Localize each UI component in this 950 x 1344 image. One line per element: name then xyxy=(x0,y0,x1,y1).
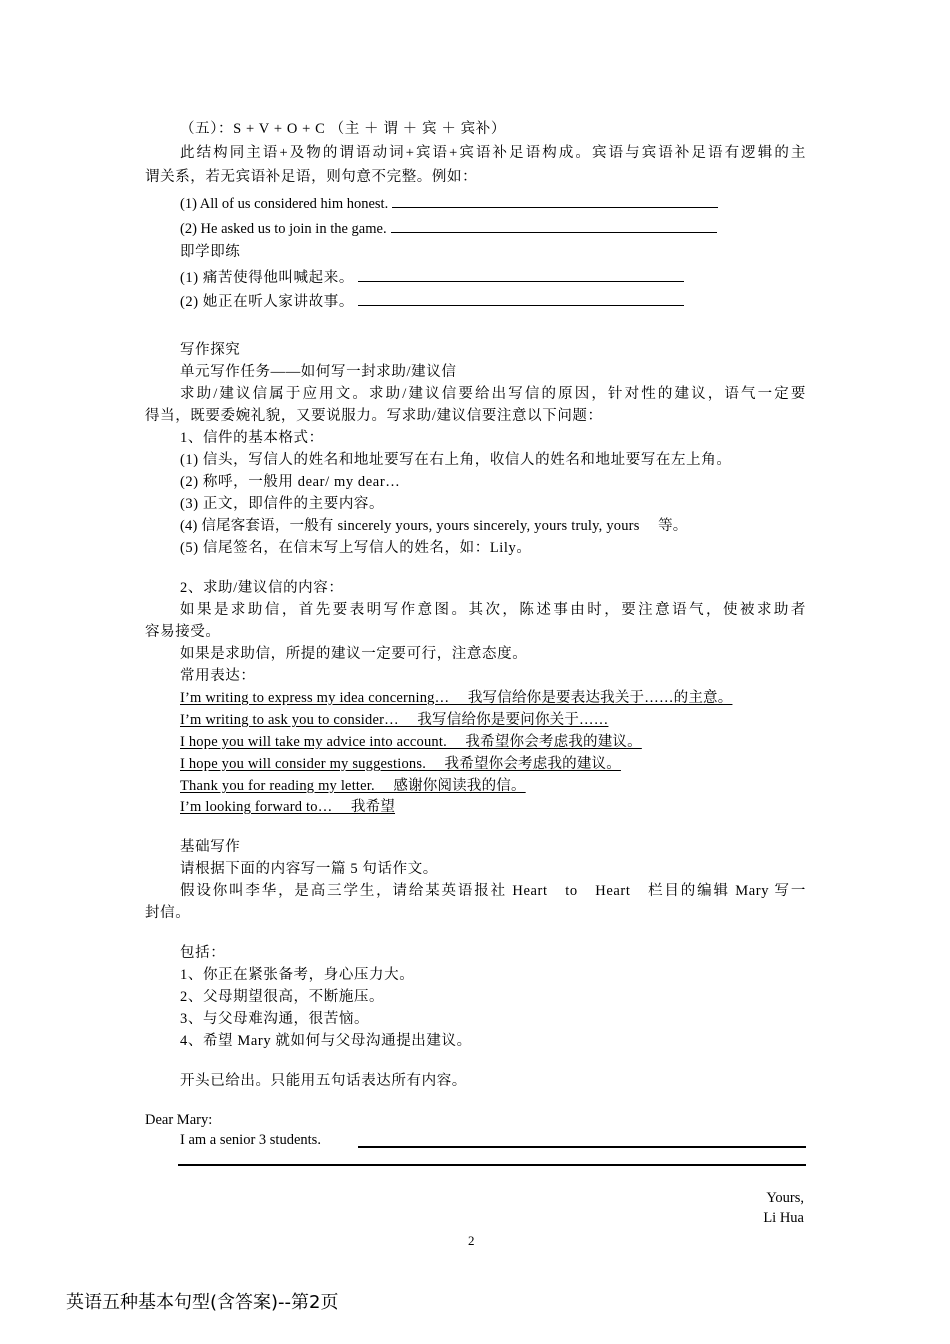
letter-signature: Li Hua xyxy=(763,1210,804,1226)
page-number: 2 xyxy=(468,1233,475,1248)
subheading: 常用表达： xyxy=(180,668,256,684)
subheading: 即学即练 xyxy=(180,244,241,260)
answer-blank[interactable] xyxy=(358,291,684,306)
paragraph-line: 封信。 xyxy=(145,905,191,921)
list-item: (5) 信尾签名，在信末写上写信人的姓名，如：Lily。 xyxy=(180,540,532,556)
subheading: 包括： xyxy=(180,945,226,961)
list-item: 3、与父母难沟通，很苦恼。 xyxy=(180,1011,370,1027)
practice-item xyxy=(180,291,684,312)
expression-line: I hope you will consider my suggestions. 我希望你会考虑我的建议。 xyxy=(180,756,621,772)
list-item: (2) 称呼，一般用 dear/ my dear… xyxy=(180,474,401,490)
practice-text: (1) 痛苦使得他叫喊起来。 xyxy=(180,270,354,286)
list-item: 4、希望 Mary 就如何与父母沟通提出建议。 xyxy=(180,1033,472,1049)
letter-salutation: Dear Mary: xyxy=(145,1112,213,1128)
paragraph-line: 容易接受。 xyxy=(145,624,221,640)
paragraph-line: 求助/建议信属于应用文。求助/建议信要给出写信的原因，针对性的建议，语气一定要 xyxy=(180,386,806,402)
list-item: (3) 正文，即信件的主要内容。 xyxy=(180,496,385,512)
task-title: 单元写作任务——如何写一封求助/建议信 xyxy=(180,364,457,380)
example-text: (1) All of us considered him honest. xyxy=(180,196,389,212)
answer-blank[interactable] xyxy=(358,267,684,282)
list-item: 2、父母期望很高，不断施压。 xyxy=(180,989,385,1005)
subheading: 2、求助/建议信的内容： xyxy=(180,580,344,596)
practice-text: (2) 她正在听人家讲故事。 xyxy=(180,294,354,310)
section-title: （五）：S + V + O + C （主 ＋ 谓 ＋ 宾 ＋ 宾补） xyxy=(180,121,506,137)
paragraph-line: 得当，既要委婉礼貌，又要说服力。写求助/建议信要注意以下问题： xyxy=(145,408,603,424)
section-heading: 写作探究 xyxy=(180,342,241,358)
paragraph-line: 开头已给出。只能用五句话表达所有内容。 xyxy=(180,1073,467,1089)
list-item: (1) 信头，写信人的姓名和地址要写在右上角，收信人的姓名和地址要写在左上角。 xyxy=(180,452,732,468)
paragraph-line: 如果是求助信，首先要表明写作意图。其次，陈述事由时，要注意语气，使被求助者 xyxy=(180,602,806,618)
list-item: (4) 信尾客套语，一般有 sincerely yours, yours sincerely, yours truly, yours 等。 xyxy=(180,518,688,534)
paragraph-line: 假设你叫李华，是高三学生，请给某英语报社 Heart to Heart 栏目的编辑 Mary 写一 xyxy=(180,883,806,899)
expression-line: I’m writing to ask you to consider… 我写信给你是要问你关于…… xyxy=(180,712,609,728)
writing-line[interactable] xyxy=(358,1146,806,1148)
expression-line: I’m writing to express my idea concerning… 我写信给你是要表达我关于……的主意。 xyxy=(180,690,733,706)
subheading: 1、信件的基本格式： xyxy=(180,430,324,446)
practice-item xyxy=(180,267,684,288)
section-heading: 基础写作 xyxy=(180,839,241,855)
expression-line: I hope you will take my advice into account. 我希望你会考虑我的建议。 xyxy=(180,734,642,750)
example-sentence xyxy=(180,193,718,214)
expression-line: Thank you for reading my letter. 感谢你阅读我的信。 xyxy=(180,778,526,794)
paragraph-line: 请根据下面的内容写一篇 5 句话作文。 xyxy=(180,861,438,877)
paragraph-line: 谓关系，若无宾语补足语，则句意不完整。例如： xyxy=(145,169,478,185)
answer-blank[interactable] xyxy=(391,218,717,233)
paragraph-line: 此结构同主语+及物的谓语动词+宾语+宾语补足语构成。宾语与宾语补足语有逻辑的主 xyxy=(180,145,806,161)
letter-closing: Yours, xyxy=(766,1190,804,1206)
paragraph-line: 如果是求助信，所提的建议一定要可行，注意态度。 xyxy=(180,646,528,662)
writing-line[interactable] xyxy=(178,1164,806,1166)
document-footer: 英语五种基本句型(含答案)--第2页 xyxy=(66,1292,339,1313)
answer-blank[interactable] xyxy=(392,193,718,208)
example-sentence xyxy=(180,218,717,239)
example-text: (2) He asked us to join in the game. xyxy=(180,221,387,237)
list-item: 1、你正在紧张备考，身心压力大。 xyxy=(180,967,415,983)
letter-opening: I am a senior 3 students. xyxy=(180,1132,321,1148)
expression-line: I’m looking forward to… 我希望 xyxy=(180,799,396,815)
